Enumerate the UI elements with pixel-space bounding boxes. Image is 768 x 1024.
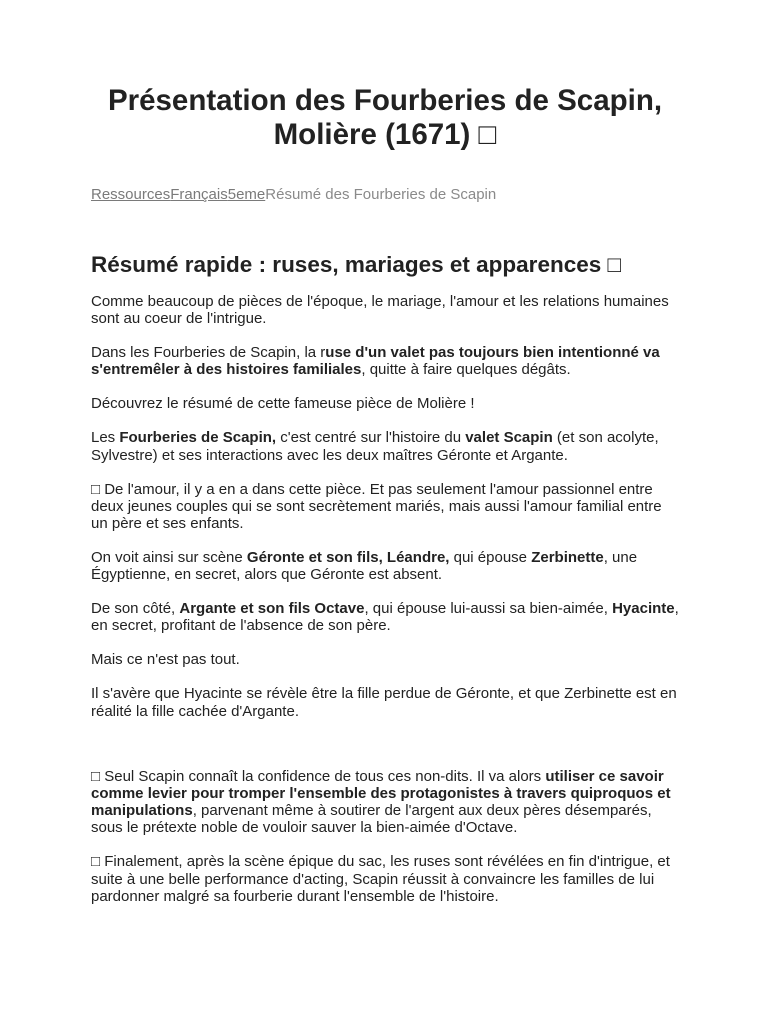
breadcrumb-link-francais[interactable]: Français	[170, 186, 228, 203]
breadcrumb	[91, 185, 679, 205]
paragraph	[91, 395, 679, 412]
text-run: Il s'avère que Hyacinte se révèle être la fille perdue de Géronte, et que Zerbinette est en réalité la fille cachée d'Argante.	[91, 685, 677, 720]
breadcrumb-link-ressources[interactable]: Ressources	[91, 186, 171, 203]
bold-text: use d'un valet pas toujours bien intentionné va s'entremêler à des histoires familiales	[91, 344, 660, 379]
article-body	[91, 293, 679, 905]
text-run: (et son acolyte, Sylvestre) et ses interactions avec les deux maîtres Géronte et Argante.	[91, 429, 659, 464]
paragraph	[91, 549, 679, 583]
bold-text: Zerbinette	[531, 549, 604, 567]
paragraph	[91, 344, 679, 378]
document-page	[91, 84, 679, 922]
bold-text: Fourberies de Scapin,	[119, 429, 277, 447]
paragraph	[91, 481, 679, 533]
text-run: Les	[91, 429, 120, 447]
text-run: Mais ce n'est pas tout.	[91, 651, 240, 669]
paragraph	[91, 600, 679, 634]
text-run: , qui épouse lui-aussi sa bien-aimée,	[364, 600, 613, 618]
text-run: c'est centré sur l'histoire du	[276, 429, 466, 447]
text-run: , quitte à faire quelques dégâts.	[361, 361, 571, 379]
text-run: Comme beaucoup de pièces de l'époque, le mariage, l'amour et les relations humaines sont au coeur de l'intrigue.	[91, 293, 669, 328]
paragraph	[91, 651, 679, 668]
bold-text: valet Scapin	[465, 429, 553, 447]
bold-text: Géronte et son fils, Léandre,	[246, 549, 450, 567]
text-run: , en secret, profitant de l'absence de son père.	[91, 600, 679, 635]
paragraph	[91, 685, 679, 719]
text-run: , parvenant même à soutirer de l'argent aux deux pères désemparés, sous le prétexte noble de vouloir sauver la bien-aimée d'Octave.	[91, 802, 652, 837]
text-run: Dans les Fourberies de Scapin, la r	[91, 344, 326, 362]
page-title: Présentation des Fourberies de Scapin, Molière (1671) □	[107, 84, 663, 151]
text-run: □ Seul Scapin connaît la confidence de tous ces non-dits. Il va alors	[91, 767, 546, 785]
text-run: qui épouse	[449, 549, 532, 567]
text-run: De son côté,	[91, 600, 180, 618]
paragraph	[91, 768, 679, 837]
bold-text: Argante et son fils Octave	[179, 600, 365, 618]
bold-text: Hyacinte	[612, 600, 675, 618]
section-heading: Résumé rapide : ruses, mariages et apparences □	[91, 252, 622, 277]
text-run: Découvrez le résumé de cette fameuse pièce de Molière !	[91, 395, 475, 413]
breadcrumb-current: Résumé des Fourberies de Scapin	[265, 186, 497, 203]
text-run: , une Égyptienne, en secret, alors que Géronte est absent.	[91, 549, 638, 584]
breadcrumb-link-5eme[interactable]: 5eme	[227, 186, 266, 203]
bold-text: utiliser ce savoir comme levier pour tromper l'ensemble des protagonistes à travers quiproquos et manipulations	[91, 767, 671, 820]
paragraph	[91, 853, 679, 905]
paragraph	[91, 429, 679, 463]
paragraph	[91, 293, 679, 327]
text-run: □ Finalement, après la scène épique du sac, les ruses sont révélées en fin d'intrigue, et suite à une belle performance d'acting, Scapin réussit à convaincre les familles de lui pardonner malgré sa fourberie durant l'ensemble de l'histoire.	[91, 853, 670, 905]
text-run: □ De l'amour, il y a en a dans cette pièce. Et pas seulement l'amour passionnel entre deux jeunes couples qui se sont secrètement mariés, mais aussi l'amour familial entre un père et ses enfants.	[91, 480, 662, 533]
text-run: On voit ainsi sur scène	[91, 549, 247, 567]
